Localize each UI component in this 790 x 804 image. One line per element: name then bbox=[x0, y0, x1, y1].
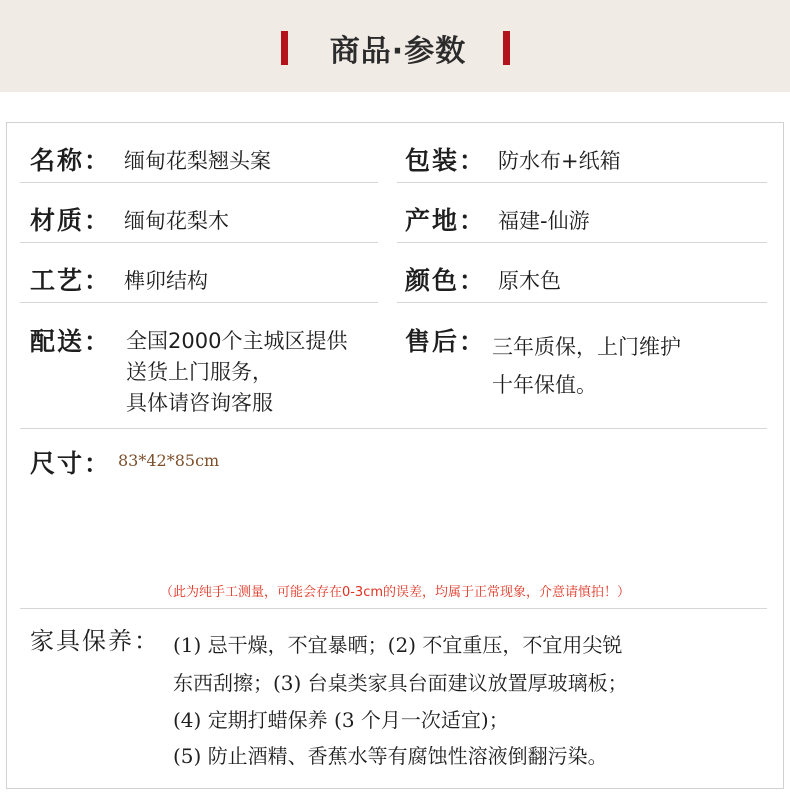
row-divider bbox=[20, 182, 378, 183]
row-divider bbox=[397, 242, 767, 243]
care-line: 东西刮擦；(3) 台桌类家具台面建议放置厚玻璃板； bbox=[173, 671, 628, 695]
param-label-delivery: 配送： bbox=[30, 327, 112, 356]
care-line: (5) 防止酒精、香蕉水等有腐蚀性溶液倒翻污染。 bbox=[173, 744, 608, 768]
row-divider bbox=[397, 302, 767, 303]
param-value-delivery bbox=[126, 326, 347, 419]
param-value-size: 83*42*85cm bbox=[118, 451, 220, 470]
after-sales-line: 十年保值。 bbox=[492, 373, 597, 397]
param-value-name: 缅甸花梨翘头案 bbox=[124, 149, 271, 173]
param-label-craft: 工艺： bbox=[30, 266, 112, 295]
delivery-line: 全国2000个主城区提供 bbox=[126, 329, 348, 353]
param-label-color: 颜色： bbox=[405, 266, 487, 295]
row-divider bbox=[20, 242, 378, 243]
care-label: 家具保养： bbox=[30, 627, 160, 655]
row-divider bbox=[20, 302, 378, 303]
header-banner bbox=[0, 0, 790, 92]
page-title: 商品·参数 bbox=[329, 34, 467, 69]
param-value-material: 缅甸花梨木 bbox=[124, 209, 229, 233]
param-label-origin: 产地： bbox=[405, 206, 487, 235]
param-value-origin: 福建-仙游 bbox=[498, 209, 590, 233]
param-value-packaging: 防水布+纸箱 bbox=[498, 149, 621, 173]
after-sales-line: 三年质保，上门维护 bbox=[492, 335, 681, 359]
delivery-line: 具体请咨询客服 bbox=[126, 391, 273, 415]
param-label-after-sales: 售后： bbox=[405, 327, 487, 356]
measurement-note: （此为纯手工测量，可能会存在0-3cm的误差，均属于正常现象，介意请慎拍！） bbox=[159, 585, 631, 600]
param-label-name: 名称： bbox=[30, 146, 112, 175]
param-label-packaging: 包装： bbox=[405, 146, 487, 175]
param-label-material: 材质： bbox=[30, 206, 112, 235]
param-value-craft: 榫卯结构 bbox=[124, 269, 208, 293]
title-accent-bar-right bbox=[503, 31, 510, 65]
row-divider bbox=[20, 608, 767, 609]
param-value-color: 原木色 bbox=[498, 269, 561, 293]
care-line: (4) 定期打蜡保养 (3 个月一次适宜)； bbox=[173, 708, 509, 732]
param-label-size: 尺寸： bbox=[30, 449, 112, 478]
delivery-line: 送货上门服务， bbox=[126, 360, 273, 384]
care-line: (1) 忌干燥，不宜暴晒；(2) 不宜重压，不宜用尖锐 bbox=[173, 633, 623, 657]
row-divider bbox=[397, 182, 767, 183]
param-value-after-sales bbox=[492, 328, 681, 404]
row-divider bbox=[20, 428, 767, 429]
title-accent-bar-left bbox=[281, 31, 288, 65]
